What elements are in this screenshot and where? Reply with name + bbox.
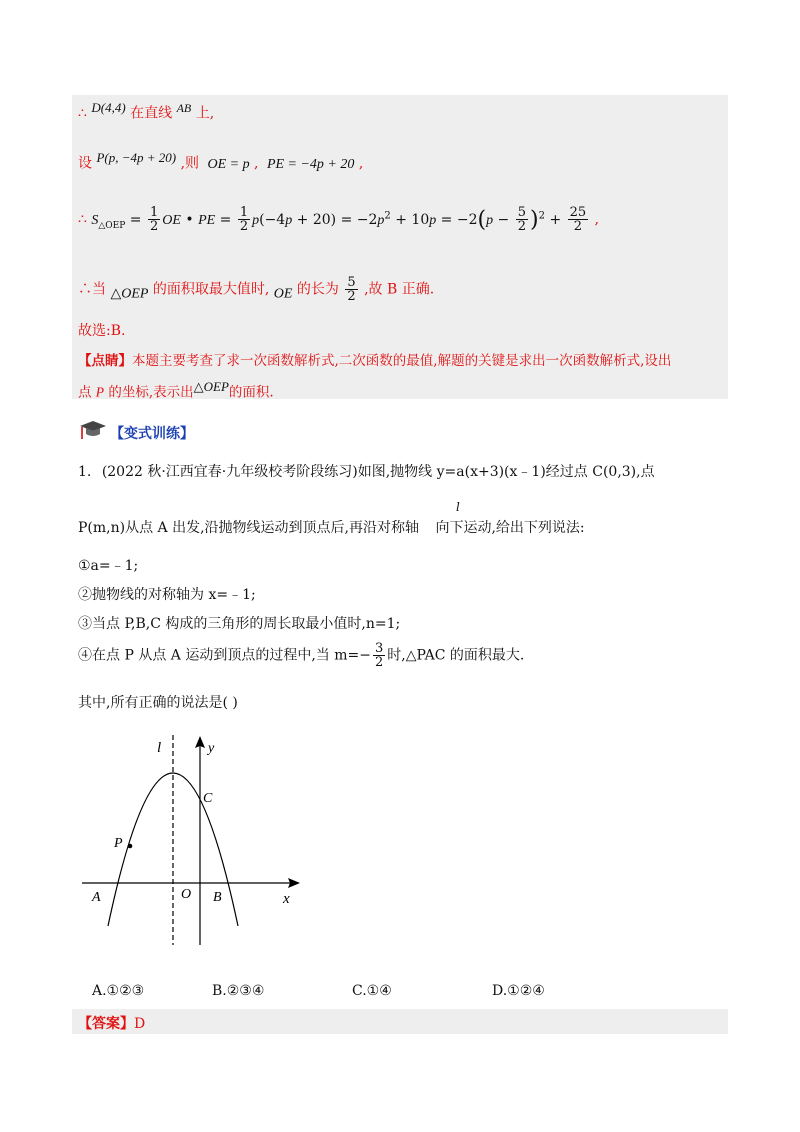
line4-c: 的长为: [296, 281, 339, 298]
line2-mid: ,则: [180, 155, 200, 172]
comment-line-1: [78, 349, 671, 369]
triangle-oep: △OEP: [110, 286, 149, 302]
option-d[interactable]: D.①②④: [492, 983, 545, 999]
line4-a: ∴当: [78, 281, 106, 298]
problem-line-1: [78, 461, 655, 481]
label-b: B: [213, 890, 222, 905]
parabola-figure: [78, 730, 308, 950]
axis-letter-l: l: [456, 500, 460, 514]
answer-line: [78, 1013, 145, 1033]
statement-4b: 时,△PAC 的面积最大.: [387, 647, 525, 664]
option-c[interactable]: C.①④: [352, 983, 392, 999]
oe-expr: OE = p: [207, 156, 250, 172]
line-ab: AB: [176, 101, 192, 115]
point-p-expr: P(p, −4p + 20): [96, 150, 177, 165]
statement-1: ①a=﹣1;: [78, 558, 139, 574]
comment-text-2a: 点: [78, 384, 96, 401]
problem-text-2a: P(m,n)从点 A 出发,沿抛物线运动到顶点后,再沿对称轴: [78, 520, 419, 536]
label-c: C: [203, 791, 213, 806]
area-subscript: △OEP: [98, 220, 126, 231]
line2-prefix: 设: [78, 155, 92, 172]
label-p: P: [114, 836, 123, 851]
statement-4a: ④在点 P 从点 A 运动到顶点的过程中,当 m=−: [78, 647, 371, 664]
problem-line-2: [78, 517, 585, 537]
answer-box: [72, 1009, 728, 1034]
solution-line-1: [78, 100, 214, 123]
solution-line-2: 设 P(p, −4p + 20) ,则 OE = p , PE = −4p + 20 ,: [78, 150, 364, 172]
comment-point-p: P: [95, 384, 105, 400]
area-formula: $S_{\triangle OEP}$ = $\frac{1}{2}$ OE • PE = $\frac{1}{2}$ $p(-4p + 20) = -2p^2 + 10p = -2(p$ − $\frac{5}{2}$ )$^2$ + $\frac{25}{2}$: [91, 205, 587, 234]
pe-expr: PE = −4p + 20: [266, 156, 355, 172]
point-d: D(4,4): [91, 100, 126, 115]
oe-label: OE: [273, 286, 293, 302]
label-a: A: [92, 890, 101, 905]
answer-label: 【答案】: [78, 1016, 134, 1032]
statement-4: [78, 642, 524, 669]
label-l: l: [157, 740, 162, 756]
solution-line-3: ∴ $S_{\triangle OEP}$ = $\frac{1}{2}$ OE • PE = $\frac{1}{2}$ $p(-4p + 20) = -2p^2 + 10p = -2(p$ − $\frac{5}{2}$ )$^2$ + $\frac{25}{2}$ ,: [78, 205, 600, 234]
statement-3: ③当点 P,B,C 构成的三角形的周长取最小值时,n=1;: [78, 616, 401, 632]
frac-num: 5: [347, 275, 356, 290]
line1-end: 上,: [195, 105, 215, 122]
answer-value: D: [134, 1016, 146, 1032]
s4-frac-den: 2: [374, 655, 384, 670]
option-a[interactable]: A.①②③: [92, 983, 145, 999]
comment-text-1: 本题主要考查了求一次函数解析式,二次函数的最值,解题的关键是求出一次函数解析式,设出: [132, 353, 672, 369]
statement-2: ②抛物线的对称轴为 x=﹣1;: [78, 587, 256, 603]
comment-text-2b: 的坐标,表示出: [104, 384, 194, 401]
question-line: 其中,所有正确的说法是( ): [78, 695, 238, 711]
comment-label: 【点睛】: [78, 353, 132, 369]
problem-text-2b: 向下运动,给出下列说法:: [435, 520, 585, 536]
comment-line-2: [78, 379, 274, 401]
option-b[interactable]: B.②③④: [212, 983, 265, 999]
line4-d: ,故 B 正确.: [364, 281, 435, 298]
solution-line-4: [78, 276, 434, 303]
section-title: 【变式训练】: [110, 426, 194, 442]
choice-line: 故选:B.: [78, 323, 126, 339]
label-x: x: [283, 891, 290, 907]
problem-number: 1.: [78, 464, 92, 480]
label-o: O: [181, 887, 192, 902]
therefore-symbol: ∴: [78, 105, 87, 122]
s4-frac-num: 3: [374, 641, 384, 656]
line1-text: 在直线: [130, 105, 173, 122]
line3-end: ,: [594, 211, 600, 228]
label-y: y: [208, 741, 215, 756]
comment-triangle: △OEP: [193, 379, 229, 394]
problem-text-1: (2022 秋·江西宜春·九年级校考阶段练习)如图,抛物线 y=a(x+3)(x﹣1)经过点 C(0,3),点: [101, 464, 655, 480]
comment-text-2c: 的面积.: [228, 384, 274, 401]
line4-b: 的面积取最大值时,: [152, 281, 270, 298]
graduation-cap-icon: [78, 419, 108, 445]
line2-end: ,: [358, 155, 364, 172]
frac-den: 2: [347, 289, 356, 304]
